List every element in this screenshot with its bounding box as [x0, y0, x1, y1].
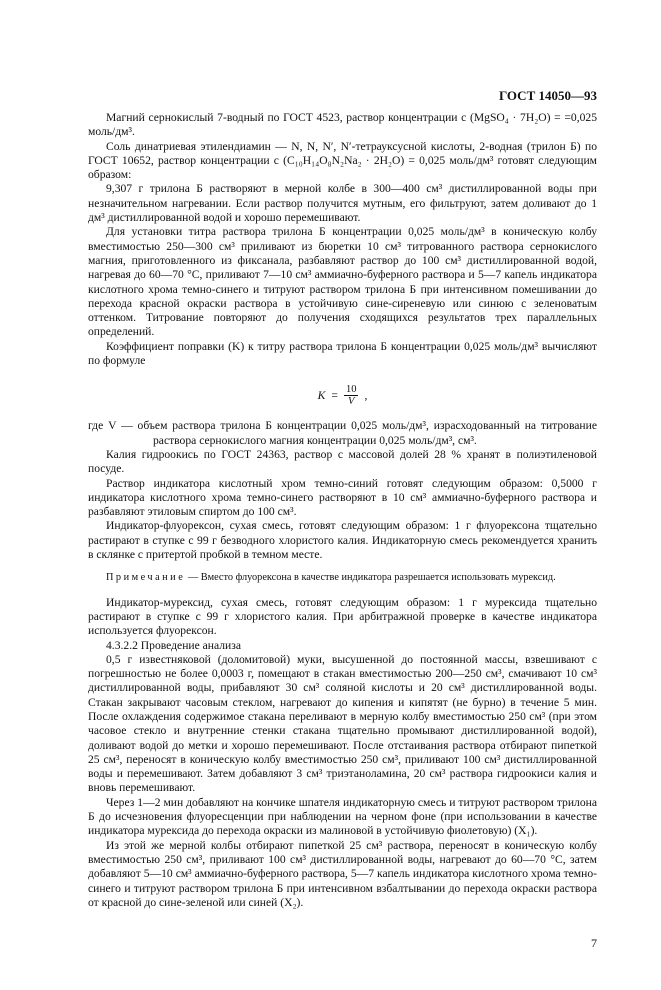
- paragraph: 9,307 г трилона Б растворяют в мерной колбе в 300—400 см³ дистиллированной воды при незначительном нагревании. Если раствор получится мутным, его фильтруют, затем доливают до 1 дм³ дистиллированной водой и хорошо перемешивают.: [88, 182, 597, 225]
- formula-eq: =: [331, 388, 338, 402]
- section-heading: 4.3.2.2 Проведение анализа: [106, 638, 241, 652]
- note-text: — Вместо флуорексона в качестве индикатора разрешается использовать мурексид.: [185, 572, 556, 584]
- formula-denominator: V: [347, 396, 355, 408]
- page-number: 7: [591, 936, 597, 951]
- formula-fraction: [344, 384, 359, 407]
- paragraph: Калия гидроокись по ГОСТ 24363, раствор с массовой долей 28 % хранят в полиэтиленовой посуде.: [88, 447, 597, 476]
- paragraph: Коэффициент поправки (K) к титру раствора трилона Б концентрации 0,025 моль/дм³ вычисляют по формуле: [88, 339, 597, 368]
- note: [88, 571, 597, 585]
- formula-legend: [88, 419, 597, 448]
- paragraph: Индикатор-мурексид, сухая смесь, готовят следующим образом: 1 г мурексида тщательно растирают в ступке с 99 г хлористого калия. При арбитражной проверке в качестве индикатора используется флуорексон.: [88, 595, 597, 638]
- paragraph: Раствор индикатора кислотный хром темно-синий готовят следующим образом: 0,5000 г индикатора кислотного хрома темно-синего растворяют в 10 см³ аммиачно-буферного раствора и разбавляют этиловым спиртом до 100 см³.: [88, 476, 597, 519]
- paragraph: Для установки титра раствора трилона Б концентрации 0,025 моль/дм³ в коническую колбу вместимостью 250—300 см³ приливают из бюретки 10 см³ титрованного раствора сернокислого магния, приготовленного из фиксанала, разбавляют раствор до 100 см³ дистиллированной водой, нагревая до 60—70 °С, приливают 7—10 см³ аммиачно-буферного раствора и 5—7 капель индикатора кислотного хрома темно-синего и титруют раствором трилона Б при интенсивном помешивании до перехода красной окраски раствора в устойчивую сине-сиреневую или синюю с зеленоватым оттенком. Титрование повторяют до получения сходящихся результатов трех параллельных определений.: [88, 225, 597, 339]
- document-body: [88, 0, 597, 950]
- note-label: Примечание: [106, 572, 186, 584]
- formula-tail: ,: [364, 388, 368, 402]
- paragraph: Из этой же мерной колбы отбирают пипеткой 25 см³ раствора, переносят в коническую колбу вместимостью 250 см³, приливают 100 см³ дистиллированной воды, нагревают до 60—70 °С, затем добавляют 5—10 см³ аммиачно-буферного раствора, 5—7 капель индикатора кислотного хрома темно-синего и титруют раствором трилона Б при интенсивном взбалтывании до перехода окраски раствора от красной до сине-зеленой или синей (X₂).: [88, 838, 597, 909]
- legend-lead: где V —: [88, 419, 138, 433]
- paragraph: Индикатор-флуорексон, сухая смесь, готовят следующим образом: 1 г флуорексона тщательно растирают в ступке с 99 г безводного хлористого калия. Индикаторную смесь рекомендуется хранить в склянке с притертой пробкой в темном месте.: [88, 519, 597, 562]
- document-header: ГОСТ 14050—93: [498, 88, 597, 103]
- paragraph: Магний сернокислый 7-водный по ГОСТ 4523, раствор концентрации c (MgSO₄ · 7H₂O) = =0,025 моль/дм³.: [88, 111, 597, 139]
- formula-lhs: K: [317, 388, 326, 402]
- legend-text: объем раствора трилона Б концентрации 0,025 моль/дм³, израсходованный на титрование раствора сернокислого магния концентрации 0,025 моль/дм³, см³.: [137, 419, 597, 447]
- paragraph: Через 1—2 мин добавляют на кончике шпателя индикаторную смесь и титруют раствором трилона Б до исчезновения флуоресценции при наблюдении на черном фоне (при использовании в качестве индикатора мурексида до перехода окраски из малиновой в устойчивую фиолетовую) (X₁).: [88, 795, 597, 838]
- paragraph: Соль динатриевая этилендиамин — N, N, N′, N′-тетрауксусной кислоты, 2-водная (трилон Б) по ГОСТ 10652, раствор концентрации c (C₁₀H₁₄O₈N₂Na₂ · 2H₂O) = 0,025 моль/дм³ готовят следующим образом:: [88, 139, 597, 182]
- formula: [88, 384, 597, 407]
- paragraph: 0,5 г известняковой (доломитовой) муки, высушенной до постоянной массы, взвешивают с погрешностью не более 0,0003 г, помещают в стакан вместимостью 200—250 см³, смачивают 10 см³ дистиллированной воды, прибавляют 30 см³ соляной кислоты и 20 см³ дистиллированной воды. Стакан закрывают часовым стеклом, нагревают до кипения и кипятят (не бурно) в течение 5 мин. После охлаждения содержимое стакана переливают в мерную колбу вместимостью 250 см³ (при этом часовое стекло и внутренние стенки стакана тщательно промывают дистиллированной водой), доливают водой до метки и хорошо перемешивают. После отстаивания раствора отбирают пипеткой 25 см³, переносят в коническую колбу вместимостью 250 см³, приливают 100 см³ дистиллированной воды и перемешивают. Затем добавляют 3 см³ триэтаноламина, 20 см³ раствора гидроокиси калия и вновь перемешивают.: [88, 652, 597, 795]
- formula-numerator: 10: [345, 384, 357, 396]
